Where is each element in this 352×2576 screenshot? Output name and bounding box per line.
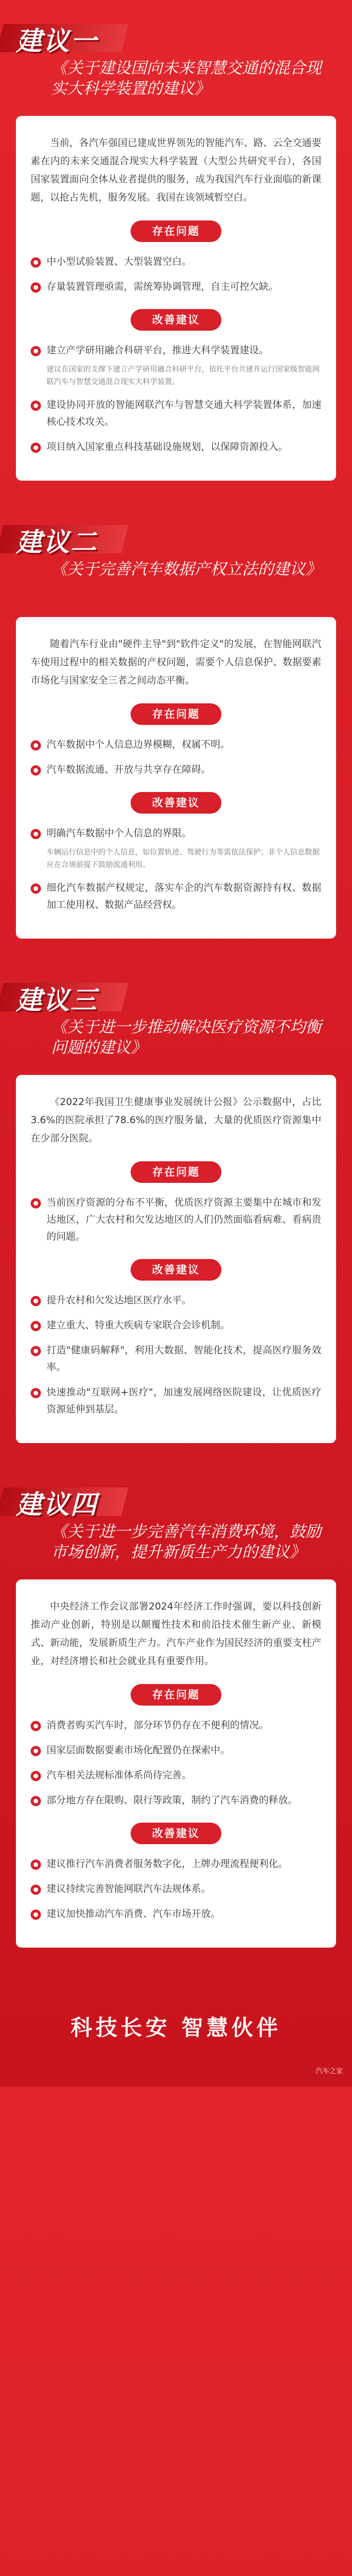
suggestion-tag: 改善建议 <box>131 1823 221 1844</box>
bullet-icon <box>31 765 41 776</box>
list-item: 打造"健康码解释"，利用大数据、智能化技术，提高医疗服务效率。 <box>31 1342 321 1376</box>
list-item: 汽车相关法规标准体系尚待完善。 <box>31 1767 321 1784</box>
bullet-icon <box>31 1388 41 1398</box>
section-subtitle: 《关于进一步推动解决医疗资源不均衡问题的建议》 <box>51 1018 322 1057</box>
bullet-icon <box>31 1721 41 1731</box>
list-item: 细化汽车数据产权规定，落实车企的汽车数据资源持有权、数据加工使用权、数据产品经营权。 <box>31 879 321 914</box>
section-card <box>16 617 336 939</box>
section-title: 建议三 <box>16 985 98 1015</box>
footer-slogan: 科技长安 智慧伙伴 <box>70 2015 282 2040</box>
bullet-icon <box>31 1296 41 1306</box>
list-item: 提升农村和欠发达地区医疗水平。 <box>31 1292 321 1309</box>
problem-tag: 存在问题 <box>131 220 221 242</box>
bullet-icon <box>31 282 41 293</box>
list-item: 建立重大、特重大疾病专家联合会诊机制。 <box>31 1317 321 1334</box>
bullet-icon <box>31 740 41 751</box>
bullet-icon <box>31 443 41 453</box>
list-item: 建议推行汽车消费者服务数字化，上牌办理流程便利化。 <box>31 1856 321 1873</box>
section-title: 建议四 <box>16 1489 98 1520</box>
section-header <box>0 520 352 617</box>
section-card <box>16 1075 336 1443</box>
list-item: 建设协同开放的智能网联汽车与智慧交通大科学装置体系，加速核心技术攻关。 <box>31 397 321 431</box>
proposal-section-3 <box>0 978 352 1443</box>
list-item: 快速推动"互联网+医疗"，加速发展网络医院建设，让优质医疗资源延伸到基层。 <box>31 1384 321 1418</box>
section-card <box>16 1579 336 1948</box>
list-item: 中小型试验装置、大型装置空白。 <box>31 253 321 270</box>
section-intro: 《2022年我国卫生健康事业发展统计公报》公示数据中，占比3.6%的医院承担了78.6%的医疗服务量，大量的优质医疗资源集中在少部分医院。 <box>31 1097 321 1144</box>
bullet-icon <box>31 1746 41 1756</box>
bullet-icon <box>31 257 41 268</box>
suggestion-tag: 改善建议 <box>131 792 221 814</box>
section-title: 建议一 <box>16 26 98 56</box>
suggestion-tag: 改善建议 <box>131 309 221 331</box>
section-subtitle: 《关于完善汽车数据产权立法的建议》 <box>51 560 322 578</box>
bullet-icon <box>31 1346 41 1356</box>
proposal-section-2 <box>0 520 352 939</box>
list-item: 国家层面数据要素市场化配置仍在探索中。 <box>31 1742 321 1759</box>
list-item: 部分地方存在限购、限行等政策，制约了汽车消费的释放。 <box>31 1792 321 1809</box>
section-header <box>0 1483 352 1579</box>
proposal-section-4 <box>0 1483 352 1948</box>
brand-watermark: 汽车之家 <box>315 2067 343 2075</box>
section-title: 建议二 <box>16 527 98 557</box>
section-subtitle: 《关于进一步完善汽车消费环境，鼓励市场创新，提升新质生产力的建议》 <box>51 1522 322 1561</box>
section-card <box>16 116 336 481</box>
item-note: 车辆运行信息中的个人信息，如位置轨迹、驾驶行为等需依法保护；非个人信息数据应在合规前提下鼓励流通利用。 <box>47 848 320 869</box>
bullet-icon <box>31 1910 41 1920</box>
section-header <box>0 978 352 1075</box>
list-item: 当前医疗资源的分布不平衡，优质医疗资源主要集中在城市和发达地区，广大农村和欠发达地区的人们仍然面临看病难、看病贵的问题。 <box>31 1194 321 1245</box>
list-item: 存量装置管理亟需，需统筹协调管理，自主可控欠缺。 <box>31 278 321 295</box>
item-note: 建议在国家的支撑下建立产学研用融合科研平台，依托平台共建并运行国家级智能网联汽车与智慧交通混合现实大科学装置。 <box>47 365 320 386</box>
bullet-icon <box>31 883 41 894</box>
list-item: 汽车数据中个人信息边界模糊，权属不明。 <box>31 736 321 753</box>
list-item: 建议持续完善智能网联汽车法规体系。 <box>31 1881 321 1898</box>
list-item: 汽车数据流通、开放与共享存在障碍。 <box>31 761 321 778</box>
list-item: 建立产学研用融合科研平台，推进大科学装置建设。 <box>31 342 321 359</box>
section-intro: 当前，各汽车强国已建成世界领先的智能汽车、路、云全交通要素在内的未来交通混合现实大科学装置（大型公共研究平台），各国国家装置面向全体从业者提供的服务，成为我国汽车行业面临的新课题，以抢占先机，服务发展。我国在该领域暂空白。 <box>31 137 321 203</box>
bullet-icon <box>31 346 41 356</box>
list-item: 建议加快推动汽车消费、汽车市场开放。 <box>31 1906 321 1923</box>
bullet-icon <box>31 1796 41 1806</box>
bullet-icon <box>31 1321 41 1331</box>
section-intro: 随着汽车行业由"硬件主导"到"软件定义"的发展，在智能网联汽车使用过程中的相关数据的产权问题，需要个人信息保护、数据要素市场化与国家安全三者之间动态平衡。 <box>31 639 321 686</box>
bullet-icon <box>31 401 41 411</box>
problem-tag: 存在问题 <box>131 703 221 725</box>
problem-tag: 存在问题 <box>131 1161 221 1183</box>
bullet-icon <box>31 1771 41 1781</box>
problem-tag: 存在问题 <box>131 1684 221 1706</box>
suggestion-tag: 改善建议 <box>131 1259 221 1281</box>
bullet-icon <box>31 1198 41 1208</box>
list-item: 明确汽车数据中个人信息的界限。 <box>31 825 321 842</box>
section-intro: 中央经济工作会议部署2024年经济工作时强调，要以科技创新推动产业创新，特别是以颠覆性技术和前沿技术催生新产业、新模式、新动能，发展新质生产力。汽车产业作为国民经济的重要支柱产业，对经济增长和社会就业具有重要作用。 <box>31 1601 321 1667</box>
section-subtitle: 《关于建设国向未来智慧交通的混合现实大科学装置的建议》 <box>51 59 322 98</box>
section-header <box>0 19 352 116</box>
proposal-section-1 <box>0 19 352 481</box>
list-item: 项目纳入国家重点科技基础设施规划，以保障资源投入。 <box>31 439 321 456</box>
bullet-icon <box>31 1885 41 1895</box>
bullet-icon <box>31 1860 41 1870</box>
bullet-icon <box>31 829 41 839</box>
list-item: 消费者购买汽车时，部分环节仍存在不便利的情况。 <box>31 1717 321 1734</box>
